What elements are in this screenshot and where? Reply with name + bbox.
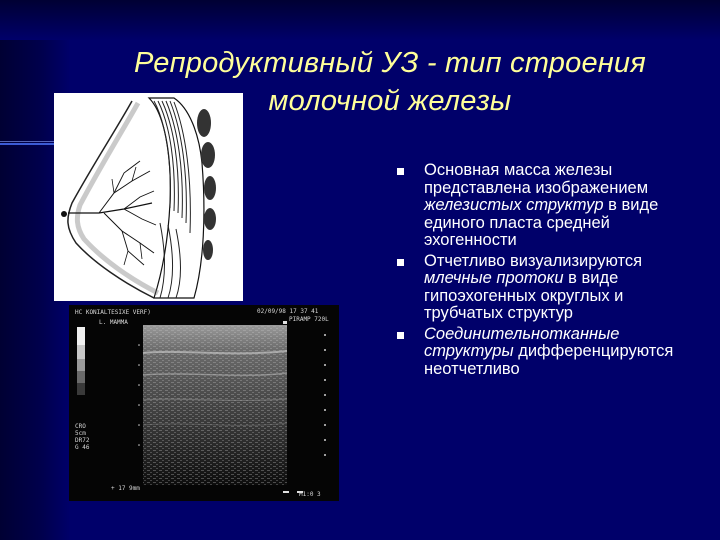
ultrasound-image	[69, 305, 339, 501]
bullet-text-run: в виде единого пласта средней эхогенности	[424, 196, 659, 249]
ultrasound-scan-drawing	[69, 305, 339, 501]
bullet-text	[424, 252, 642, 323]
breast-anatomy-sketch	[54, 93, 243, 301]
bullet-list	[394, 162, 694, 381]
bullet-square-icon	[397, 259, 404, 266]
bullet-text	[424, 161, 658, 249]
divider-highlight	[0, 141, 55, 142]
bullet-square-icon	[397, 168, 404, 175]
ultrasound-settings: CRO 5cm DR72 G 46	[75, 423, 90, 451]
bullet-text-italic: железистых структур	[424, 196, 604, 214]
top-decor-band	[0, 0, 720, 40]
title-line-1: Репродуктивный УЗ - тип строения	[134, 47, 646, 79]
bullet-item	[394, 162, 694, 250]
ultrasound-measure: + 17 9mm	[111, 485, 140, 492]
breast-sketch-drawing	[54, 93, 243, 301]
bullet-text-run: Основная масса железы представлена изображением	[424, 161, 649, 197]
divider-line	[0, 143, 55, 145]
bullet-item	[394, 326, 694, 379]
bullet-item	[394, 253, 694, 323]
ultrasound-header-right: 02/09/98 17 37 41	[257, 308, 319, 315]
ultrasound-header-right-2: PIRAMP 720L	[289, 316, 329, 323]
bullet-text-run: дифференцируются неотчетливо	[424, 342, 674, 378]
title-line-2: молочной железы	[268, 85, 512, 117]
bullet-text-italic: Соединительнотканные структуры	[424, 324, 620, 360]
ultrasound-header-left: HC KONIALTESIXE VERF)	[75, 309, 151, 316]
bullet-text-italic: млечные протоки	[424, 269, 564, 287]
ultrasound-probe-label: L. MAMMA	[99, 319, 128, 326]
ultrasound-index: M1:0 3	[299, 491, 321, 498]
bullet-text	[424, 325, 673, 378]
bullet-text-run: в виде гипоэхогенных округлых и трубчатых структур	[424, 269, 624, 322]
bullet-square-icon	[397, 332, 404, 339]
bullet-text-run: Отчетливо визуализируются	[424, 251, 643, 270]
